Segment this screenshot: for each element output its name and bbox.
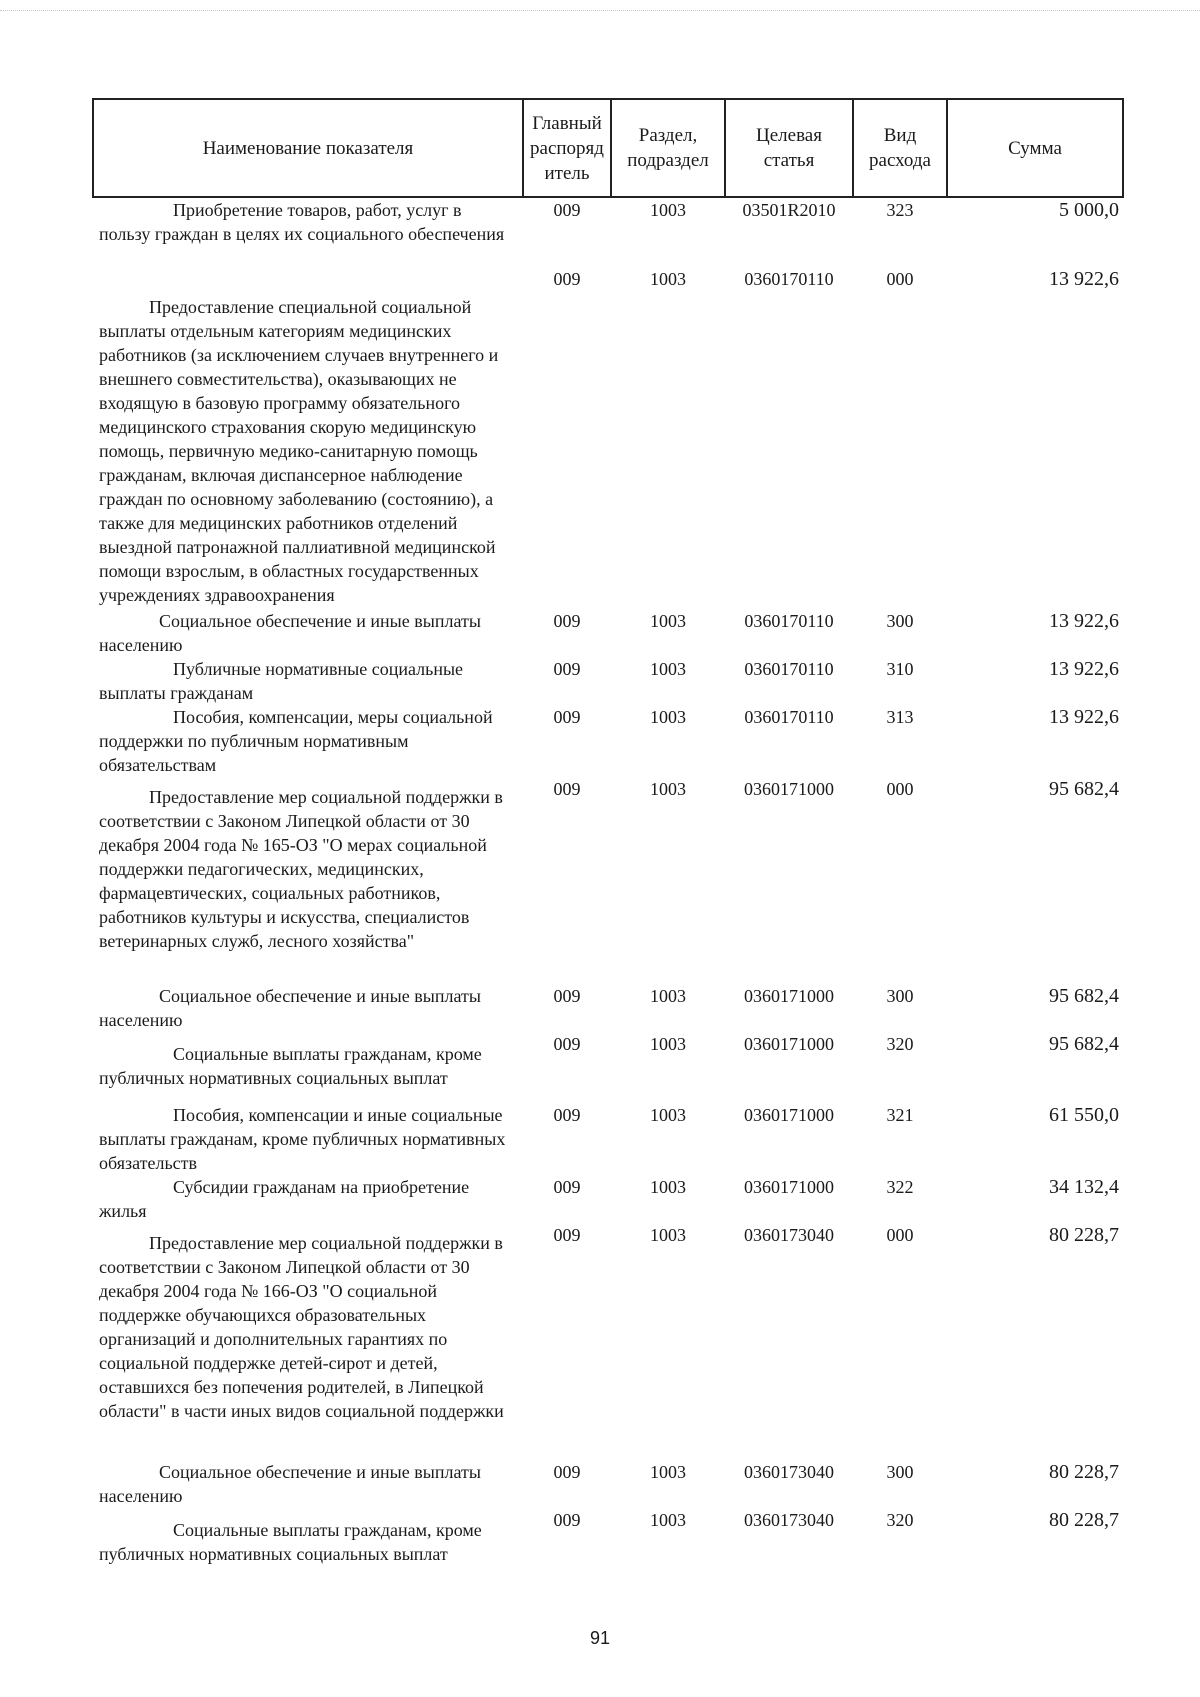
table-row bbox=[93, 705, 1123, 777]
row-kind: 300 bbox=[886, 986, 914, 1006]
table-row bbox=[93, 1460, 1123, 1508]
table-row bbox=[93, 197, 1123, 267]
row-target: 0360173040 bbox=[744, 1225, 834, 1245]
row-target: 0360170110 bbox=[744, 659, 834, 679]
row-section: 1003 bbox=[650, 707, 686, 727]
header-kind: Вид расхода bbox=[853, 99, 947, 197]
row-sum: 80 228,7 bbox=[1049, 1224, 1119, 1246]
row-name: Социальное обеспечение и иные выплаты населению bbox=[99, 1462, 481, 1506]
row-chief-admin: 009 bbox=[553, 611, 581, 631]
row-target: 0360171000 bbox=[744, 986, 834, 1006]
row-sum: 95 682,4 bbox=[1049, 985, 1119, 1007]
header-chief-admin: Главный распоряд итель bbox=[523, 99, 611, 197]
row-target: 0360170110 bbox=[744, 269, 834, 289]
row-sum: 80 228,7 bbox=[1049, 1461, 1119, 1483]
table-row bbox=[93, 609, 1123, 657]
row-name: Социальное обеспечение и иные выплаты населению bbox=[99, 986, 481, 1030]
row-name: Публичные нормативные социальные выплаты гражданам bbox=[99, 659, 464, 703]
row-kind: 300 bbox=[886, 1462, 914, 1482]
row-kind: 000 bbox=[886, 1225, 914, 1245]
header-name: Наименование показателя bbox=[93, 99, 523, 197]
row-chief-admin: 009 bbox=[553, 986, 581, 1006]
row-section: 1003 bbox=[650, 611, 686, 631]
row-name: Социальные выплаты гражданам, кроме публичных нормативных социальных выплат bbox=[99, 1044, 482, 1088]
row-name: Социальное обеспечение и иные выплаты населению bbox=[99, 611, 481, 655]
row-chief-admin: 009 bbox=[553, 707, 581, 727]
row-kind: 322 bbox=[886, 1177, 914, 1197]
row-section: 1003 bbox=[650, 1105, 686, 1125]
row-section: 1003 bbox=[650, 986, 686, 1006]
row-target: 0360171000 bbox=[744, 1105, 834, 1125]
table-header bbox=[93, 99, 1123, 197]
row-kind: 300 bbox=[886, 611, 914, 631]
table-row bbox=[93, 1103, 1123, 1175]
row-kind: 310 bbox=[886, 659, 914, 679]
row-name: Пособия, компенсации и иные социальные выплаты гражданам, кроме публичных нормативных обязательств bbox=[99, 1105, 506, 1173]
row-section: 1003 bbox=[650, 200, 686, 220]
row-kind: 323 bbox=[886, 200, 914, 220]
row-name: Предоставление мер социальной поддержки в соответствии с Законом Липецкой области от 30 декабря 2004 года № 165-ОЗ "О мерах социальной поддержки педагогических, медицинских, фармацевтических, социальных работников, работников культуры и искусства, специалистов ветеринарных служб, лесного хозяйства" bbox=[99, 787, 503, 951]
row-sum: 13 922,6 bbox=[1049, 610, 1119, 632]
row-section: 1003 bbox=[650, 1034, 686, 1054]
row-target: 0360173040 bbox=[744, 1462, 834, 1482]
table-row bbox=[93, 1223, 1123, 1460]
row-sum: 61 550,0 bbox=[1049, 1104, 1119, 1126]
row-target: 0360171000 bbox=[744, 1177, 834, 1197]
row-name: Предоставление мер социальной поддержки в соответствии с Законом Липецкой области от 30 декабря 2004 года № 166-ОЗ "О социальной поддержке обучающихся образовательных организаций и дополнительных гарантиях по социальной поддержке детей-сирот и детей, оставшихся без попечения родителей, в Липецкой области" в части иных видов социальной поддержки bbox=[99, 1233, 504, 1421]
row-sum: 95 682,4 bbox=[1049, 1033, 1119, 1055]
header-section: Раздел, подраздел bbox=[611, 99, 725, 197]
row-target: 03501R2010 bbox=[742, 200, 836, 220]
row-section: 1003 bbox=[650, 659, 686, 679]
row-chief-admin: 009 bbox=[553, 1225, 581, 1245]
row-kind: 313 bbox=[886, 707, 914, 727]
table-row bbox=[93, 1508, 1123, 1578]
row-name: Субсидии гражданам на приобретение жилья bbox=[99, 1177, 470, 1221]
header-target: Целевая статья bbox=[725, 99, 853, 197]
row-target: 0360171000 bbox=[744, 779, 834, 799]
table-row bbox=[93, 1175, 1123, 1223]
row-chief-admin: 009 bbox=[553, 1177, 581, 1197]
row-target: 0360173040 bbox=[744, 1510, 834, 1530]
row-name: Приобретение товаров, работ, услуг в пользу граждан в целях их социального обеспечения bbox=[99, 200, 505, 244]
table-body bbox=[93, 197, 1123, 1578]
row-section: 1003 bbox=[650, 1462, 686, 1482]
row-chief-admin: 009 bbox=[553, 200, 581, 220]
row-chief-admin: 009 bbox=[553, 1105, 581, 1125]
table-row bbox=[93, 984, 1123, 1032]
row-sum: 13 922,6 bbox=[1049, 658, 1119, 680]
row-name: Социальные выплаты гражданам, кроме публичных нормативных социальных выплат bbox=[99, 1520, 482, 1564]
row-chief-admin: 009 bbox=[553, 1510, 581, 1530]
row-sum: 5 000,0 bbox=[1059, 199, 1119, 221]
row-chief-admin: 009 bbox=[553, 1462, 581, 1482]
row-chief-admin: 009 bbox=[553, 779, 581, 799]
row-target: 0360170110 bbox=[744, 611, 834, 631]
row-chief-admin: 009 bbox=[553, 1034, 581, 1054]
budget-table bbox=[92, 98, 1124, 1578]
row-kind: 320 bbox=[886, 1034, 914, 1054]
row-kind: 000 bbox=[886, 269, 914, 289]
row-name: Пособия, компенсации, меры социальной поддержки по публичным нормативным обязательствам bbox=[99, 707, 493, 775]
scan-edge-rule bbox=[0, 10, 1200, 11]
table-row bbox=[93, 777, 1123, 984]
row-sum: 95 682,4 bbox=[1049, 778, 1119, 800]
row-section: 1003 bbox=[650, 1225, 686, 1245]
row-kind: 321 bbox=[886, 1105, 914, 1125]
row-name: Предоставление специальной социальной выплаты отдельным категориям медицинских работников (за исключением случаев внутреннего и внешнего совместительства), оказывающих не входящую в базовую программу обязательного медицинского страхования скорую медицинскую помощь, первичную медико-санитарную помощь гражданам, включая диспансерное наблюдение граждан по основному заболеванию (состоянию), а также для медицинских работников отделений выездной патронажной паллиативной медицинской помощи взрослым, в областных государственных учреждениях здравоохранения bbox=[99, 297, 499, 605]
table-row bbox=[93, 267, 1123, 609]
table-row bbox=[93, 1032, 1123, 1103]
table-row bbox=[93, 657, 1123, 705]
row-section: 1003 bbox=[650, 1510, 686, 1530]
row-section: 1003 bbox=[650, 269, 686, 289]
row-section: 1003 bbox=[650, 1177, 686, 1197]
row-sum: 34 132,4 bbox=[1049, 1176, 1119, 1198]
row-sum: 80 228,7 bbox=[1049, 1509, 1119, 1531]
row-chief-admin: 009 bbox=[553, 659, 581, 679]
page-number: 91 bbox=[589, 1628, 611, 1648]
row-sum: 13 922,6 bbox=[1049, 268, 1119, 290]
row-target: 0360170110 bbox=[744, 707, 834, 727]
row-target: 0360171000 bbox=[744, 1034, 834, 1054]
row-sum: 13 922,6 bbox=[1049, 706, 1119, 728]
row-chief-admin: 009 bbox=[553, 269, 581, 289]
header-sum: Сумма bbox=[947, 99, 1123, 197]
row-kind: 000 bbox=[886, 779, 914, 799]
row-section: 1003 bbox=[650, 779, 686, 799]
row-kind: 320 bbox=[886, 1510, 914, 1530]
